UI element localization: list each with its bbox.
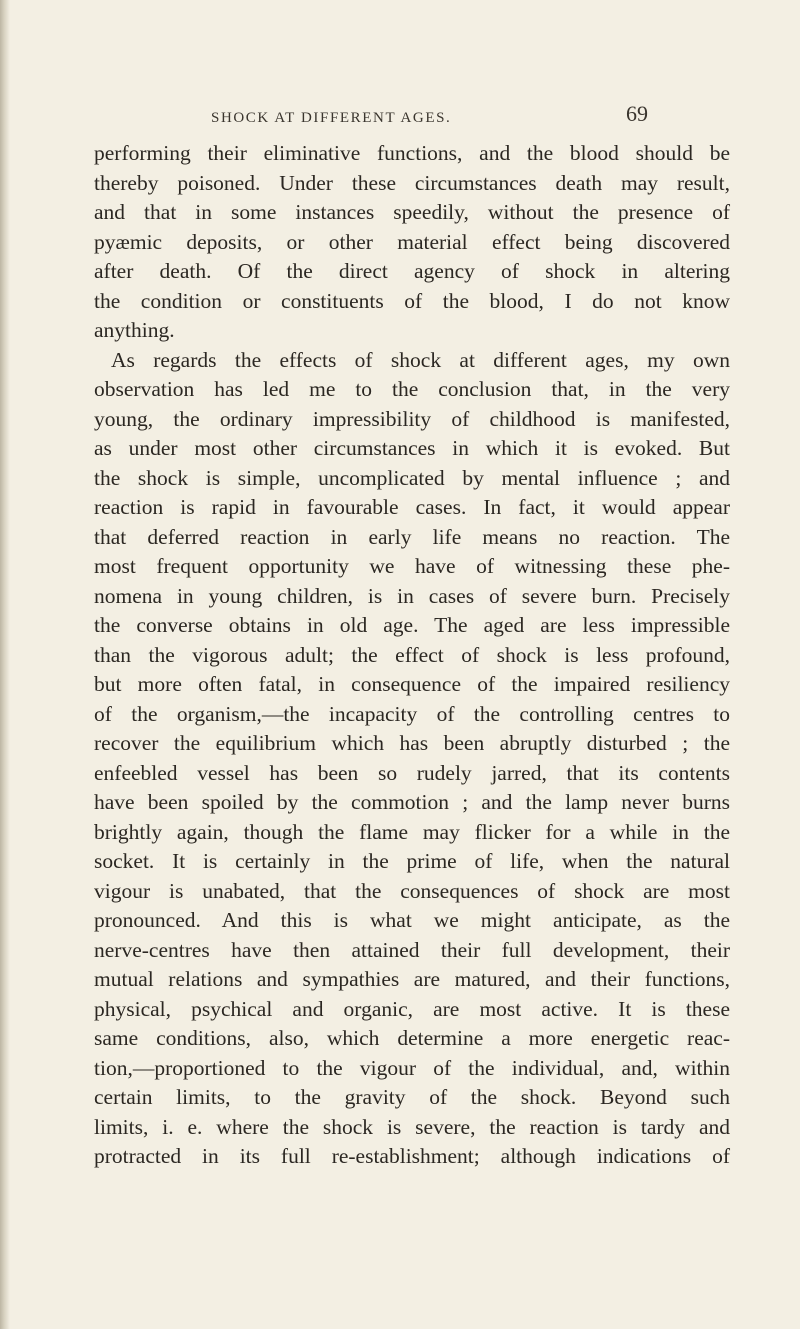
page-edge-shadow	[0, 0, 10, 1329]
text-line: brightly again, though the flame may flicker for a while in the	[94, 819, 730, 844]
text-line: thereby poisoned. Under these circumstances death may result,	[94, 170, 730, 195]
page-number: 69	[626, 101, 648, 126]
text-line: the shock is simple, uncomplicated by mental influence ; and	[94, 465, 730, 490]
text-line: certain limits, to the gravity of the shock. Beyond such	[94, 1085, 730, 1109]
text-line: nerve-centres have then attained their full development, their	[94, 937, 730, 962]
text-line: performing their eliminative functions, and the blood should be	[94, 141, 730, 165]
text-line: mutual relations and sympathies are matured, and their functions,	[94, 967, 730, 991]
text-line: pronounced. And this is what we might anticipate, as the	[94, 908, 730, 932]
running-title: SHOCK AT DIFFERENT AGES.	[211, 110, 452, 126]
text-line: most frequent opportunity we have of witnessing these phe-	[94, 554, 730, 578]
text-line: anything.	[94, 318, 175, 342]
text-line: than the vigorous adult; the effect of shock is less profound,	[94, 642, 730, 667]
text-line: the condition or constituents of the blood, I do not know	[94, 288, 730, 313]
text-line: reaction is rapid in favourable cases. In fact, it would appear	[94, 495, 730, 519]
text-line: that deferred reaction in early life means no reaction. The	[94, 524, 730, 549]
text-line: but more often fatal, in consequence of the impaired resiliency	[94, 672, 730, 696]
text-line: physical, psychical and organic, are most active. It is these	[94, 996, 730, 1021]
text-line: vigour is unabated, that the consequences of shock are most	[94, 878, 730, 903]
text-line: of the organism,—the incapacity of the controlling centres to	[94, 701, 730, 726]
text-line: enfeebled vessel has been so rudely jarred, that its contents	[94, 760, 730, 785]
text-line: protracted in its full re-establishment; although indications of	[94, 1144, 730, 1168]
body-text	[94, 139, 730, 1172]
paragraph-start-line: As regards the effects of shock at different ages, my own	[111, 347, 730, 372]
text-line: observation has led me to the conclusion that, in the very	[94, 377, 730, 401]
text-line: the converse obtains in old age. The aged are less impressible	[94, 613, 730, 637]
text-line: after death. Of the direct agency of shock in altering	[94, 259, 730, 283]
text-line: have been spoiled by the commotion ; and the lamp never burns	[94, 790, 730, 814]
text-line: socket. It is certainly in the prime of life, when the natural	[94, 849, 730, 873]
text-line: pyæmic deposits, or other material effect being discovered	[94, 229, 730, 254]
text-line: same conditions, also, which determine a more energetic reac-	[94, 1026, 730, 1050]
text-line: recover the equilibrium which has been abruptly disturbed ; the	[94, 731, 730, 755]
text-line: limits, i. e. where the shock is severe, the reaction is tardy and	[94, 1114, 730, 1139]
text-line: and that in some instances speedily, without the presence of	[94, 200, 730, 224]
text-line: as under most other circumstances in which it is evoked. But	[94, 436, 730, 460]
text-line: young, the ordinary impressibility of childhood is manifested,	[94, 406, 730, 431]
text-line: tion,—proportioned to the vigour of the individual, and, within	[94, 1055, 730, 1080]
text-line: nomena in young children, is in cases of severe burn. Precisely	[94, 583, 730, 608]
